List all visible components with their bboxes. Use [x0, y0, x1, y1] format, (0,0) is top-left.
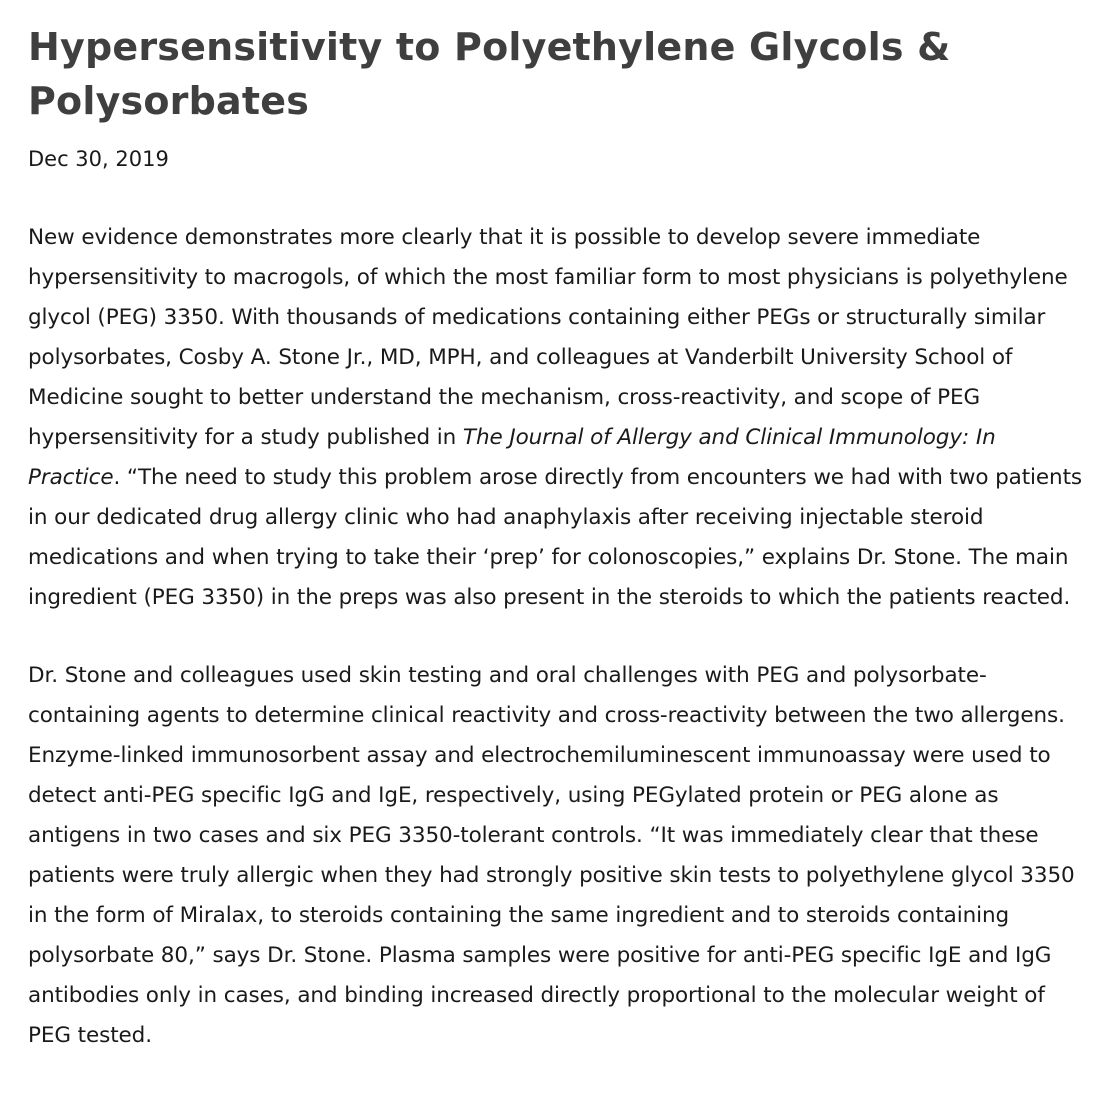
- article-title: Hypersensitivity to Polyethylene Glycols & Polysorbates: [28, 25, 951, 123]
- article-body: [28, 218, 1086, 1056]
- publish-date: Dec 30, 2019: [28, 147, 169, 171]
- paragraph-2: Dr. Stone and colleagues used skin testing and oral challenges with PEG and polysorbate-containing agents to determine clinical reactivity and cross-reactivity between the two allergens. Enzyme-linked immunosorbent assay and electrochemiluminescent immunoassay were used to detect anti-PEG specific IgG and IgE, respectively, using PEGylated protein or PEG alone as antigens in two cases and six PEG 3350-tolerant controls. “It was immediately clear that these patients were truly allergic when they had strongly positive skin tests to polyethylene glycol 3350 in the form of Miralax, to steroids containing the same ingredient and to steroids containing polysorbate 80,” says Dr. Stone. Plasma samples were positive for anti-PEG specific IgE and IgG antibodies only in cases, and binding increased directly proportional to the molecular weight of PEG tested.: [28, 663, 1075, 1048]
- paragraph-1-text-start: New evidence demonstrates more clearly that it is possible to develop severe immediate hypersensitivity to macrogols, of which the most familiar form to most physicians is polyethylene glycol (PEG) 3350. With thousands of medications containing either PEGs or structurally similar polysorbates, Cosby A. Stone Jr., MD, MPH, and colleagues at Vanderbilt University School of Medicine sought to better understand the mechanism, cross-reactivity, and scope of PEG hypersensitivity for a study published in: [28, 225, 1068, 450]
- paragraph-1-text-end: . “The need to study this problem arose directly from encounters we had with two patients in our dedicated drug allergy clinic who had anaphylaxis after receiving injectable steroid medications and when trying to take their ‘prep’ for colonoscopies,” explains Dr. Stone. The main ingredient (PEG 3350) in the preps was also present in the steroids to which the patients reacted.: [28, 465, 1083, 610]
- journal-name: The Journal of Allergy and Clinical Immunology: In Practice: [28, 425, 996, 490]
- paragraph-1: [28, 218, 1086, 618]
